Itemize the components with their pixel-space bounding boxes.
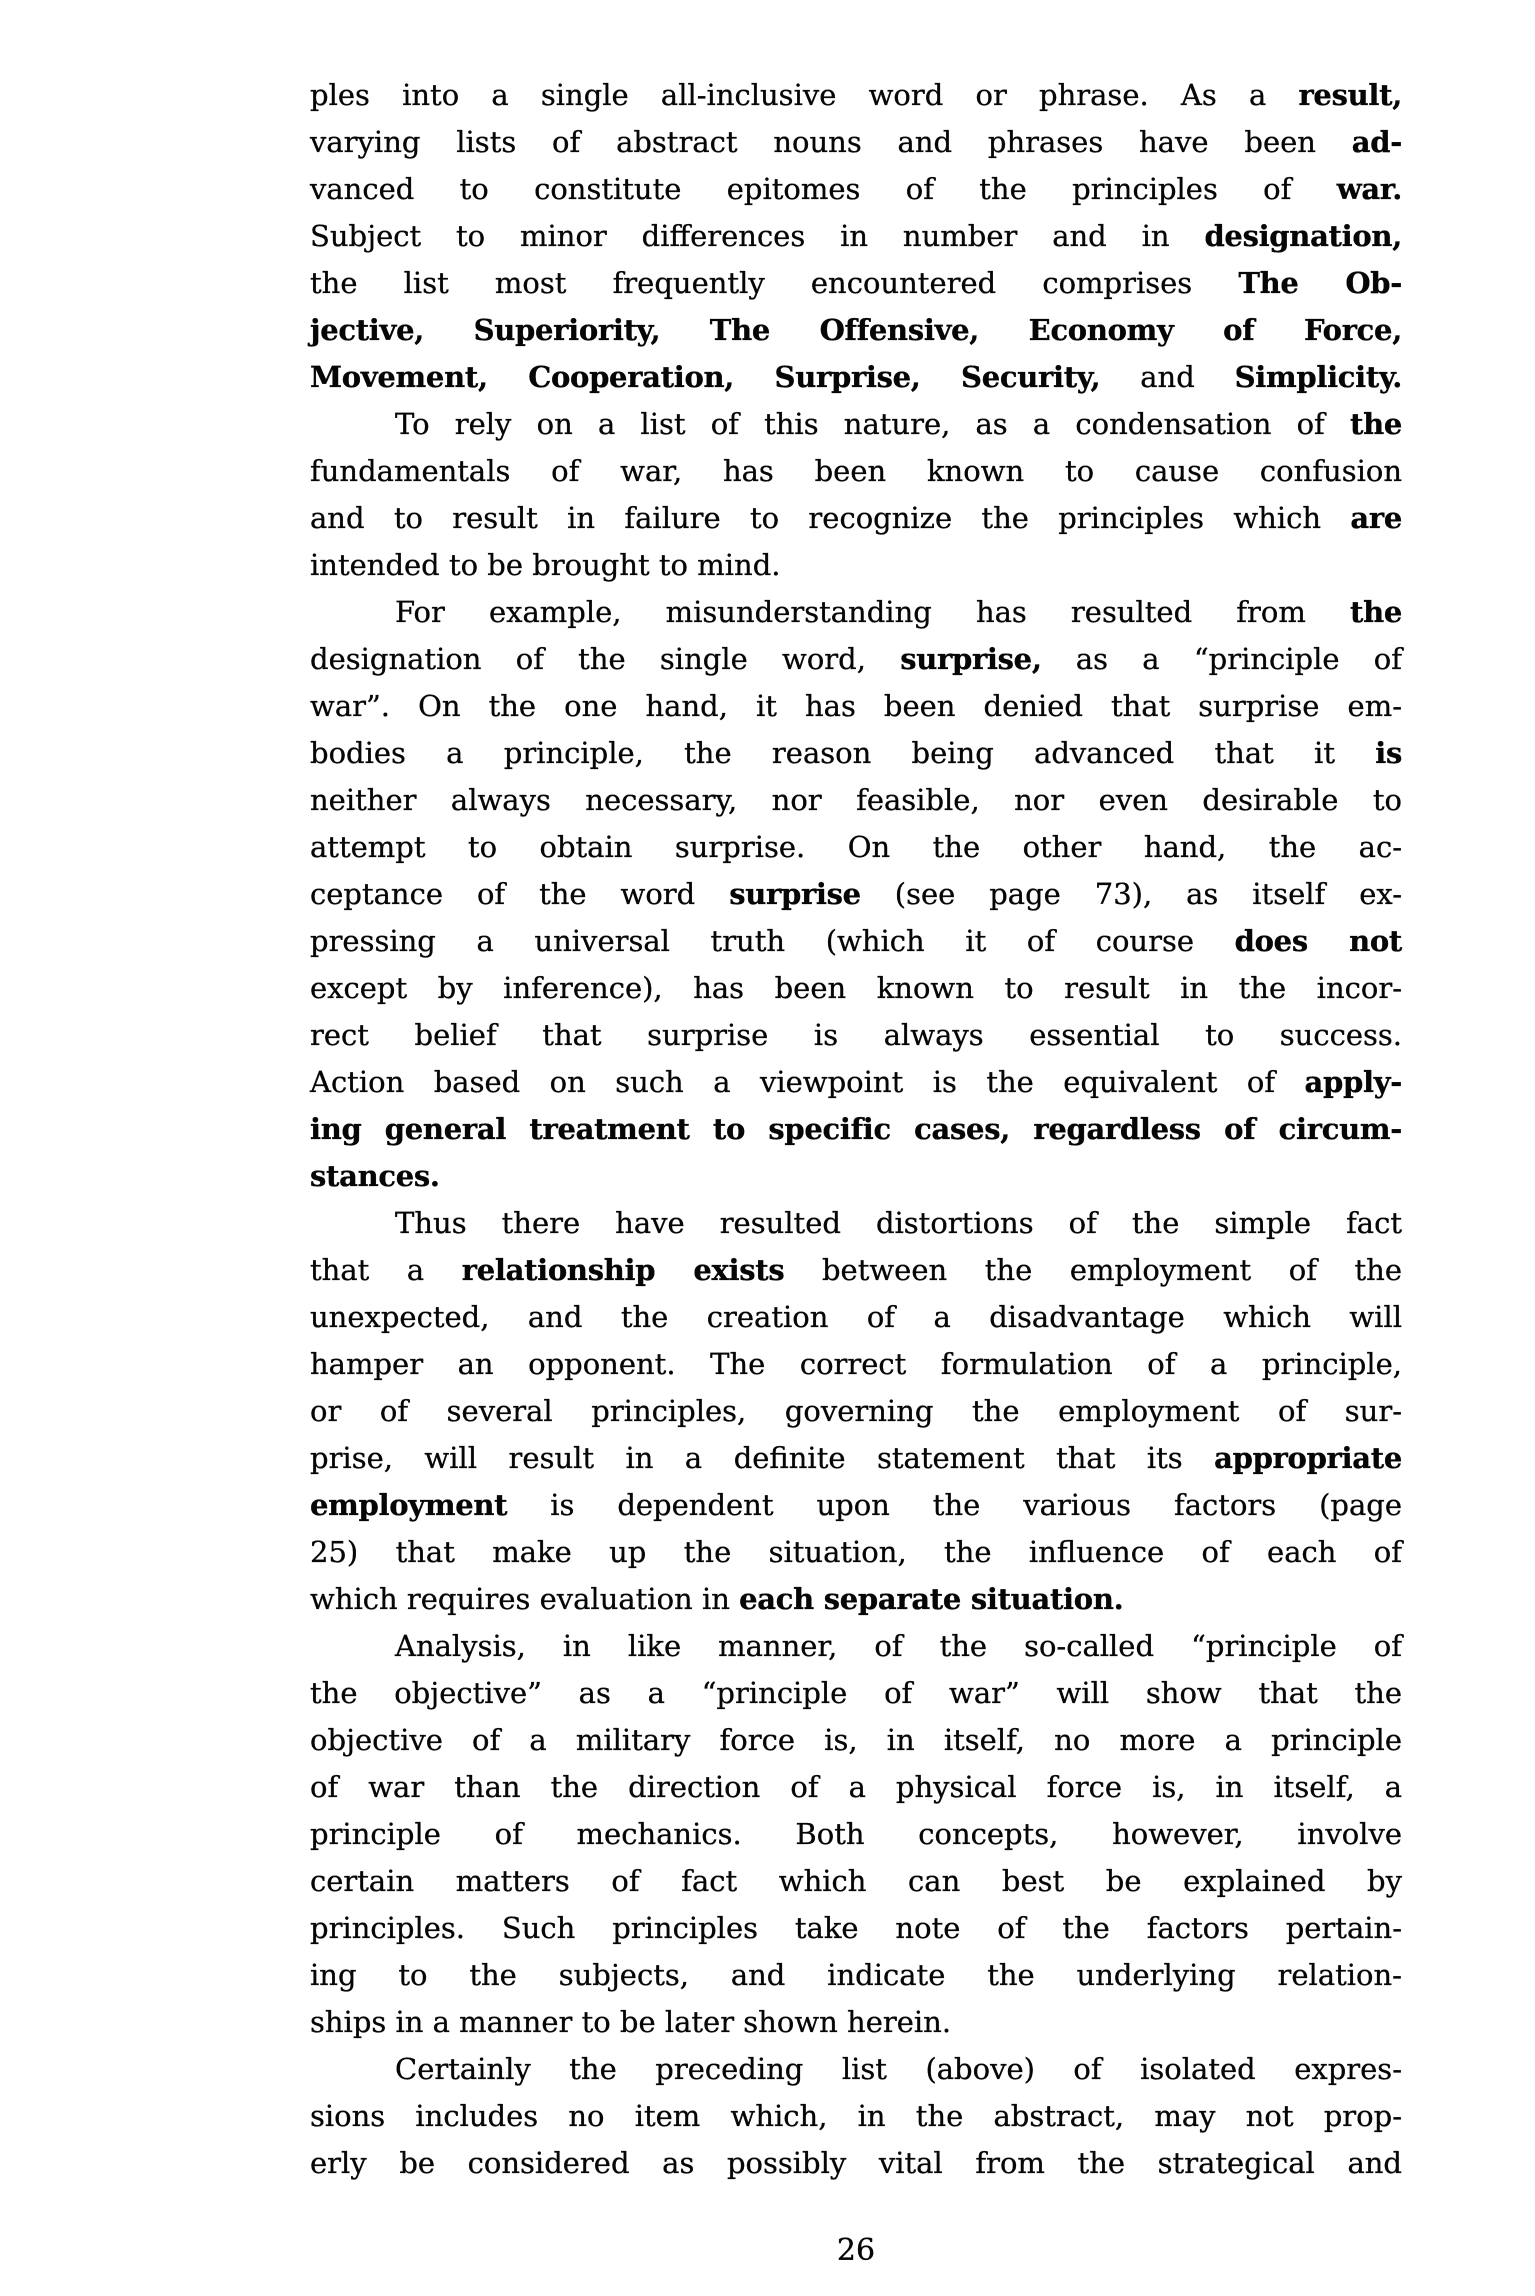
- text-line: [310, 965, 1402, 1012]
- text-segment: intended to be brought to mind.: [310, 548, 781, 582]
- text-segment: is dependent upon the various factors (page: [507, 1488, 1402, 1522]
- text-line: [310, 401, 1402, 448]
- bold-text-segment: the: [1349, 595, 1402, 629]
- text-segment: Analysis, in like manner, of the so-called “principle of: [395, 1629, 1402, 1663]
- text-segment: Action based on such a viewpoint is the equivalent of: [310, 1065, 1305, 1099]
- text-segment: unexpected, and the creation of a disadvantage which will: [310, 1300, 1402, 1334]
- bold-text-segment: employment: [310, 1488, 508, 1522]
- text-segment: Thus there have resulted distortions of the simple fact: [395, 1206, 1402, 1240]
- text-segment: as a “principle of: [1041, 642, 1402, 676]
- text-segment: ships in a manner to be later shown herein.: [310, 2005, 952, 2039]
- text-segment: Certainly the preceding list (above) of isolated expres-: [395, 2052, 1402, 2086]
- text-line: [310, 1952, 1402, 1999]
- text-line: [310, 542, 1402, 589]
- text-line: [310, 589, 1402, 636]
- text-segment: of war than the direction of a physical force is, in itself, a: [310, 1770, 1402, 1804]
- bold-text-segment: is: [1375, 736, 1402, 770]
- text-line: [310, 1670, 1402, 1717]
- text-line: [310, 730, 1402, 777]
- text-line: [310, 495, 1402, 542]
- paragraph: [310, 72, 1402, 401]
- text-segment: ing to the subjects, and indicate the underlying relation-: [310, 1958, 1402, 1992]
- text-segment: ceptance of the word: [310, 877, 730, 911]
- text-line: [310, 1388, 1402, 1435]
- text-line: [310, 166, 1402, 213]
- text-line: [310, 72, 1402, 119]
- text-segment: except by inference), has been known to result in the incor-: [310, 971, 1402, 1005]
- text-line: [310, 2046, 1402, 2093]
- text-line: [310, 2093, 1402, 2140]
- text-line: [310, 1576, 1402, 1623]
- text-line: [310, 260, 1402, 307]
- text-segment: designation of the single word,: [310, 642, 901, 676]
- bold-text-segment: ad-: [1351, 125, 1402, 159]
- text-line: [310, 1764, 1402, 1811]
- text-line: [310, 1435, 1402, 1482]
- text-segment: sions includes no item which, in the abstract, may not prop-: [310, 2099, 1402, 2133]
- text-line: [310, 1529, 1402, 1576]
- text-line: [310, 448, 1402, 495]
- bold-text-segment: surprise: [729, 877, 861, 911]
- bold-text-segment: designation,: [1204, 219, 1402, 253]
- text-segment: neither always necessary, nor feasible, nor even desirable to: [310, 783, 1402, 817]
- text-line: [310, 683, 1402, 730]
- text-line: [310, 307, 1402, 354]
- text-segment: and to result in failure to recognize the principles which: [310, 501, 1351, 535]
- text-line: [310, 1999, 1402, 2046]
- text-segment: certain matters of fact which can best be explained by: [310, 1864, 1402, 1898]
- text-segment: erly be considered as possibly vital from the strategical and: [310, 2146, 1402, 2180]
- bold-text-segment: Simplicity.: [1234, 360, 1402, 394]
- text-segment: 25) that make up the situation, the influence of each of: [310, 1535, 1402, 1569]
- text-line: [310, 119, 1402, 166]
- text-line: [310, 918, 1402, 965]
- text-segment: objective of a military force is, in itself, no more a principle: [310, 1723, 1402, 1757]
- text-line: [310, 1294, 1402, 1341]
- text-segment: or of several principles, governing the employment of sur-: [310, 1394, 1402, 1428]
- text-segment: varying lists of abstract nouns and phrases have been: [310, 125, 1352, 159]
- page-text: [310, 72, 1402, 2274]
- text-segment: the objective” as a “principle of war” will show that the: [310, 1676, 1402, 1710]
- text-segment: principles. Such principles take note of the factors pertain-: [310, 1911, 1402, 1945]
- text-line: [310, 871, 1402, 918]
- paragraph: [310, 589, 1402, 1200]
- paragraph: [310, 1623, 1402, 2046]
- text-line: [310, 1153, 1402, 1200]
- text-segment: rect belief that surprise is always essential to success.: [310, 1018, 1402, 1052]
- text-segment: that a: [310, 1253, 462, 1287]
- bold-text-segment: jective, Superiority, The Offensive, Economy of Force,: [310, 313, 1402, 347]
- paragraph: [310, 2046, 1402, 2187]
- text-line: [310, 2140, 1402, 2187]
- text-line: [310, 1341, 1402, 1388]
- text-line: [310, 1905, 1402, 1952]
- text-line: [310, 1858, 1402, 1905]
- text-line: [310, 1482, 1402, 1529]
- text-segment: Subject to minor differences in number and in: [310, 219, 1205, 253]
- bold-text-segment: surprise,: [900, 642, 1042, 676]
- bold-text-segment: the: [1349, 407, 1402, 441]
- text-line: [310, 777, 1402, 824]
- bold-text-segment: The Ob-: [1238, 266, 1402, 300]
- text-segment: vanced to constitute epitomes of the principles of: [310, 172, 1337, 206]
- text-segment: principle of mechanics. Both concepts, however, involve: [310, 1817, 1402, 1851]
- text-line: [310, 1717, 1402, 1764]
- text-segment: prise, will result in a definite statement that its: [310, 1441, 1215, 1475]
- text-segment: ples into a single all-inclusive word or phrase. As a: [310, 78, 1299, 112]
- paragraph: [310, 401, 1402, 589]
- text-segment: war”. On the one hand, it has been denied that surprise em-: [310, 689, 1402, 723]
- bold-text-segment: each separate situation.: [739, 1582, 1124, 1616]
- text-line: [310, 1247, 1402, 1294]
- text-line: [310, 354, 1402, 401]
- text-segment: pressing a universal truth (which it of course: [310, 924, 1235, 958]
- text-segment: which requires evaluation in: [310, 1582, 740, 1616]
- text-segment: and: [1100, 360, 1235, 394]
- bold-text-segment: apply-: [1304, 1065, 1402, 1099]
- text-segment: hamper an opponent. The correct formulation of a principle,: [310, 1347, 1402, 1381]
- text-line: [310, 213, 1402, 260]
- text-segment: the list most frequently encountered comprises: [310, 266, 1239, 300]
- bold-text-segment: result,: [1298, 78, 1402, 112]
- text-segment: fundamentals of war, has been known to cause confusion: [310, 454, 1402, 488]
- text-line: [310, 1012, 1402, 1059]
- bold-text-segment: does not: [1234, 924, 1402, 958]
- text-line: [310, 1623, 1402, 1670]
- text-segment: For example, misunderstanding has resulted from: [395, 595, 1350, 629]
- page-number: 26: [836, 2233, 876, 2268]
- text-line: [310, 636, 1402, 683]
- bold-text-segment: Movement, Cooperation, Surprise, Security,: [310, 360, 1101, 394]
- bold-text-segment: appropriate: [1214, 1441, 1402, 1475]
- bold-text-segment: ing general treatment to specific cases, regardless of circum-: [310, 1112, 1402, 1146]
- bold-text-segment: war.: [1336, 172, 1402, 206]
- text-segment: (see page 73), as itself ex-: [860, 877, 1402, 911]
- bold-text-segment: stances.: [310, 1159, 440, 1193]
- text-line: [310, 1811, 1402, 1858]
- paragraph: [310, 1200, 1402, 1623]
- bold-text-segment: relationship exists: [461, 1253, 785, 1287]
- text-segment: bodies a principle, the reason being advanced that it: [310, 736, 1376, 770]
- text-line: [310, 1059, 1402, 1106]
- text-line: [310, 1200, 1402, 1247]
- text-segment: between the employment of the: [784, 1253, 1402, 1287]
- text-segment: attempt to obtain surprise. On the other hand, the ac-: [310, 830, 1402, 864]
- text-line: [310, 824, 1402, 871]
- text-line: [310, 1106, 1402, 1153]
- text-segment: To rely on a list of this nature, as a condensation of: [395, 407, 1350, 441]
- bold-text-segment: are: [1350, 501, 1402, 535]
